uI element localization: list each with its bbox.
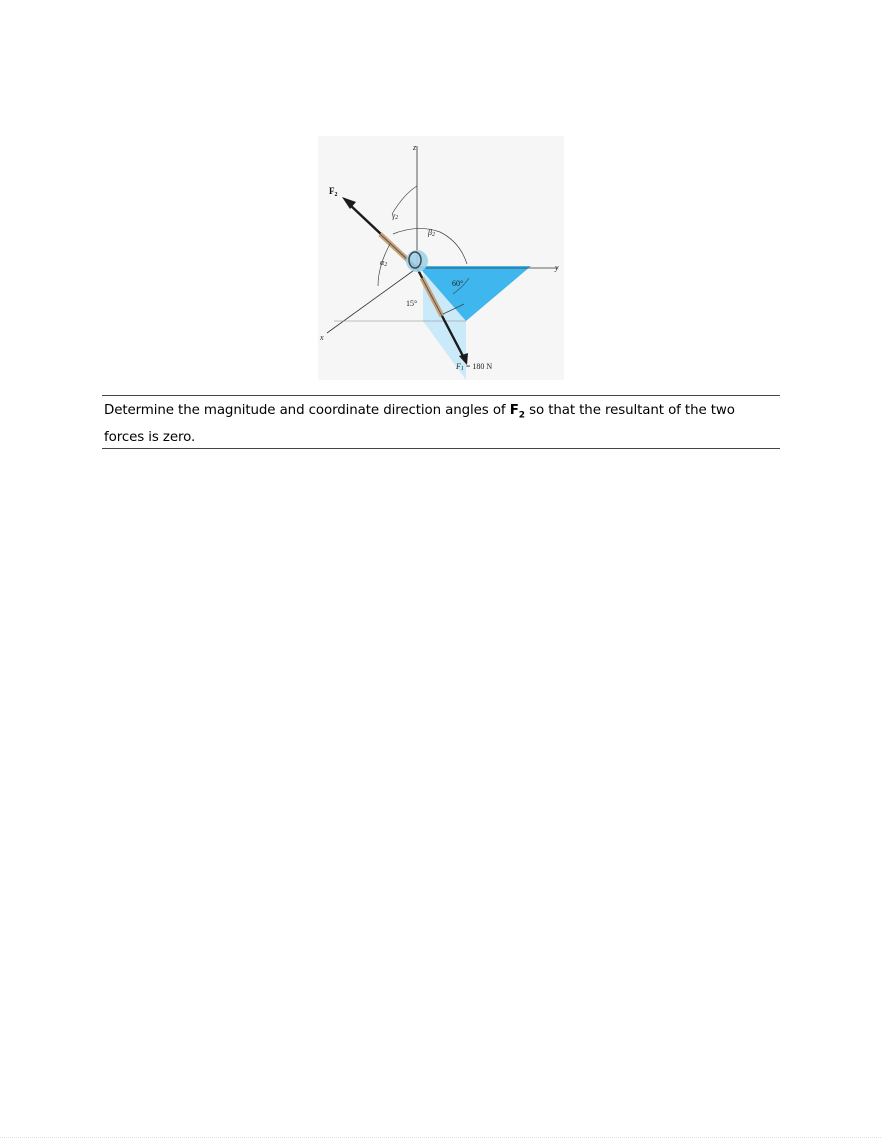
problem-statement xyxy=(104,400,778,449)
problem-text-before: Determine the magnitude and coordinate direction angles of xyxy=(104,403,510,418)
force-diagram-svg xyxy=(318,136,564,380)
force-1-label: F1 = 180 N xyxy=(456,362,493,372)
beta-2-label: β2 xyxy=(428,228,435,238)
angle-15-label: 15° xyxy=(406,299,418,308)
gamma-2-label: γ2 xyxy=(392,211,399,221)
page-bottom-divider xyxy=(0,1137,881,1138)
force-diagram xyxy=(318,136,564,380)
gamma-arc xyxy=(392,186,417,214)
problem-statement-box xyxy=(102,395,780,449)
x-axis-label: x xyxy=(320,333,324,342)
x-axis xyxy=(327,268,417,333)
angle-60-label: 60° xyxy=(452,279,464,288)
force-2-cable-core xyxy=(380,234,410,262)
z-axis-label: z xyxy=(413,143,417,152)
problem-force-symbol: $F_2$ xyxy=(509,403,525,421)
problem-text-after: so that the resultant of the two forces is zero. xyxy=(104,403,735,445)
alpha-2-label: α2 xyxy=(380,258,388,268)
y-axis-label: y xyxy=(555,263,559,272)
force-2-label: $F_2$ xyxy=(329,186,338,198)
